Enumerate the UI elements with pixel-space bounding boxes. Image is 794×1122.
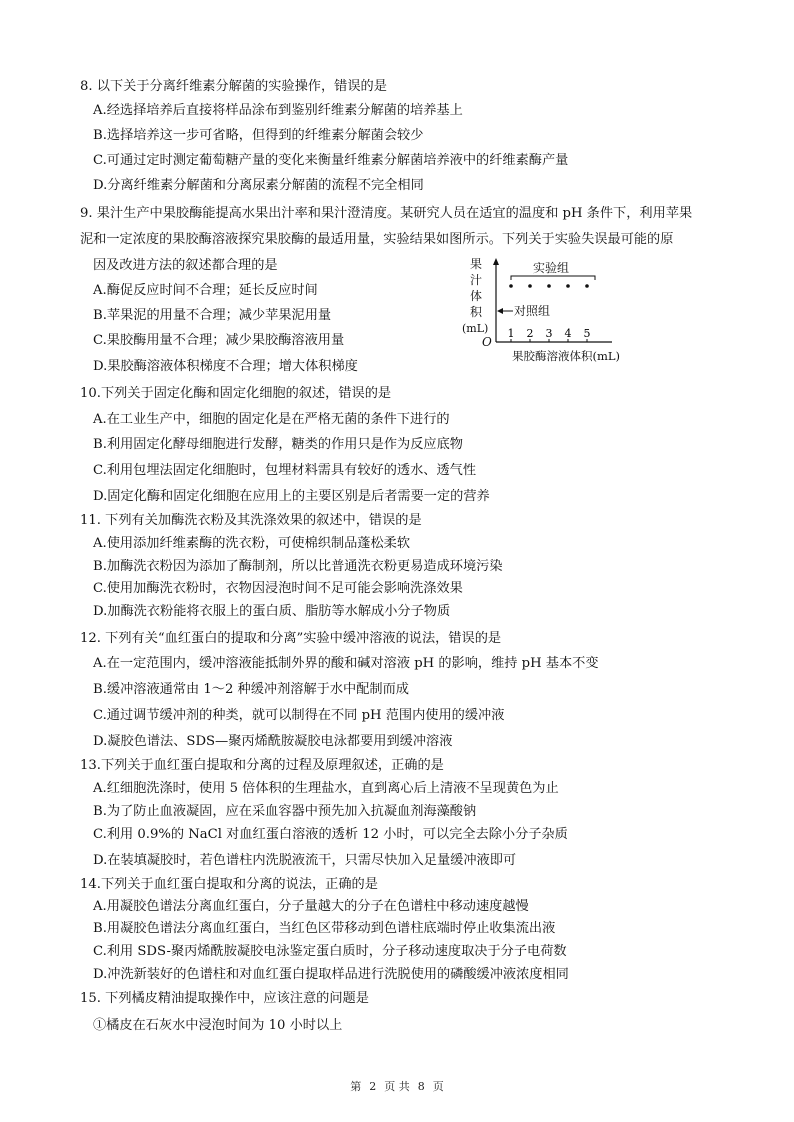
question-9-option-b: B.苹果泥的用量不合理；减少苹果泥用量 [93,308,332,323]
y-label-char-4: 积 [470,305,483,319]
y-axis-arrow [493,258,499,265]
experimental-data-point [585,284,589,288]
x-axis-label: 果胶酶溶液体积(mL) [512,349,621,363]
question-11-option-b: B.加酶洗衣粉因为添加了酶制剂，所以比普通洗衣粉更易造成环境污染 [93,559,503,574]
page-footer [0,1078,794,1094]
x-tick-label: 4 [564,327,572,340]
question-14-option-b: B.用凝胶色谱法分离血红蛋白，当红色区带移动到色谱柱底端时停止收集流出液 [93,921,556,936]
question-8-option-a: A.经选择培养后直接将样品涂布到鉴别纤维素分解菌的培养基上 [93,103,463,118]
question-14-option-c: C.利用 SDS-聚丙烯酰胺凝胶电泳鉴定蛋白质时，分子移动速度取决于分子电荷数 [93,944,567,959]
experimental-group-label: 实验组 [533,261,570,275]
question-11-option-c: C.使用加酶洗衣粉时，衣物因浸泡时间不足可能会影响洗涤效果 [93,581,463,596]
question-13-option-d: D.在装填凝胶时，若色谱柱内洗脱液流干，只需尽快加入足量缓冲液即可 [93,853,517,868]
question-9-option-d: D.果胶酶溶液体积梯度不合理；增大体积梯度 [93,359,358,374]
question-11-stem: 11. 下列有关加酶洗衣粉及其洗涤效果的叙述中，错误的是 [80,513,422,528]
footer-middle: 页 共 [384,1080,410,1093]
question-12-option-b: B.缓冲溶液通常由 1～2 种缓冲剂溶解于水中配制而成 [93,682,409,697]
experimental-data-point [509,284,513,288]
question-9-option-a: A.酶促反应时间不合理；延长反应时间 [93,283,318,298]
pectinase-chart [456,256,646,364]
x-tick-label: 1 [507,327,515,340]
question-11-option-d: D.加酶洗衣粉能将衣服上的蛋白质、脂肪等水解成小分子物质 [93,604,451,619]
question-12-option-d: D.凝胶色谱法、SDS—聚丙烯酰胺凝胶电泳都要用到缓冲溶液 [93,734,453,749]
origin-label: O [482,335,492,349]
y-axis-unit: (mL) [462,322,489,335]
y-label-char-1: 果 [470,257,483,271]
question-8-option-b: B.选择培养这一步可省略，但得到的纤维素分解菌会较少 [93,128,424,143]
question-14-option-d: D.冲洗新装好的色谱柱和对血红蛋白提取样品进行洗脱使用的磷酸缓冲液浓度相同 [93,967,569,982]
question-13-option-c: C.利用 0.9%的 NaCl 对血红蛋白溶液的透析 12 小时，可以完全去除小分子杂质 [93,827,568,842]
question-15-stem: 15. 下列橘皮精油提取操作中，应该注意的问题是 [80,991,369,1006]
control-group-label: 对照组 [514,304,551,318]
question-13-stem: 13.下列关于血红蛋白提取和分离的过程及原理叙述，正确的是 [80,758,444,773]
question-9-stem-line-3: 因及改进方法的叙述都合理的是 [93,258,278,273]
experimental-data-point [566,284,570,288]
question-10-stem: 10.下列关于固定化酶和固定化细胞的叙述，错误的是 [80,386,392,401]
y-label-char-3: 体 [470,289,483,303]
question-10-option-a: A.在工业生产中，细胞的固定化是在严格无菌的条件下进行的 [93,412,450,427]
control-group-arrowhead [497,308,503,314]
x-tick-label: 3 [545,327,553,340]
footer-total-pages: 8 [417,1080,425,1093]
question-10-option-c: C.利用包埋法固定化细胞时，包埋材料需具有较好的透水、透气性 [93,463,477,478]
question-12-option-a: A.在一定范围内，缓冲溶液能抵制外界的酸和碱对溶液 pH 的影响，维持 pH 基本不变 [93,656,599,671]
x-tick-label: 5 [583,327,591,340]
footer-suffix: 页 [432,1080,444,1093]
question-10-option-b: B.利用固定化酵母细胞进行发酵，糖类的作用只是作为反应底物 [93,437,463,452]
footer-page-number: 2 [369,1080,377,1093]
experimental-data-point [547,284,551,288]
question-9-option-c: C.果胶酶用量不合理；减少果胶酶溶液用量 [93,333,345,348]
question-14-option-a: A.用凝胶色谱法分离血红蛋白，分子量越大的分子在色谱柱中移动速度越慢 [93,899,529,914]
question-14-stem: 14.下列关于血红蛋白提取和分离的说法，正确的是 [80,877,378,892]
question-8-option-d: D.分离纤维素分解菌和分离尿素分解菌的流程不完全相同 [93,178,424,193]
y-label-char-2: 汁 [470,273,483,287]
question-8-option-c: C.可通过定时测定葡萄糖产量的变化来衡量纤维素分解菌培养液中的纤维素酶产量 [93,153,569,168]
question-9-stem-line-2: 泥和一定浓度的果胶酶溶液探究果胶酶的最适用量，实验结果如图所示。下列关于实验失误最可能的原 [80,232,674,247]
question-12-stem: 12. 下列有关“血红蛋白的提取和分离”实验中缓冲溶液的说法，错误的是 [80,631,502,646]
x-tick-label: 2 [526,327,534,340]
question-13-option-b: B.为了防止血液凝固，应在采血容器中预先加入抗凝血剂海藻酸钠 [93,804,477,819]
question-13-option-a: A.红细胞洗涤时，使用 5 倍体积的生理盐水，直到离心后上清液不呈现黄色为止 [93,781,559,796]
question-8-stem: 8. 以下关于分离纤维素分解菌的实验操作，错误的是 [80,79,387,94]
question-10-option-d: D.固定化酶和固定化细胞在应用上的主要区别是后者需要一定的营养 [93,489,490,504]
question-15-item-1: ①橘皮在石灰水中浸泡时间为 10 小时以上 [93,1018,343,1033]
footer-prefix: 第 [350,1080,362,1093]
experimental-group-brace [511,276,595,280]
question-12-option-c: C.通过调节缓冲剂的种类，就可以制得在不同 pH 范围内使用的缓冲液 [93,708,505,723]
experimental-data-point [528,284,532,288]
question-11-option-a: A.使用添加纤维素酶的洗衣粉，可使棉织制品蓬松柔软 [93,536,411,551]
question-9-stem-line-1: 9. 果汁生产中果胶酶能提高水果出汁率和果汁澄清度。某研究人员在适宜的温度和 pH 条件下，利用苹果 [80,206,693,221]
